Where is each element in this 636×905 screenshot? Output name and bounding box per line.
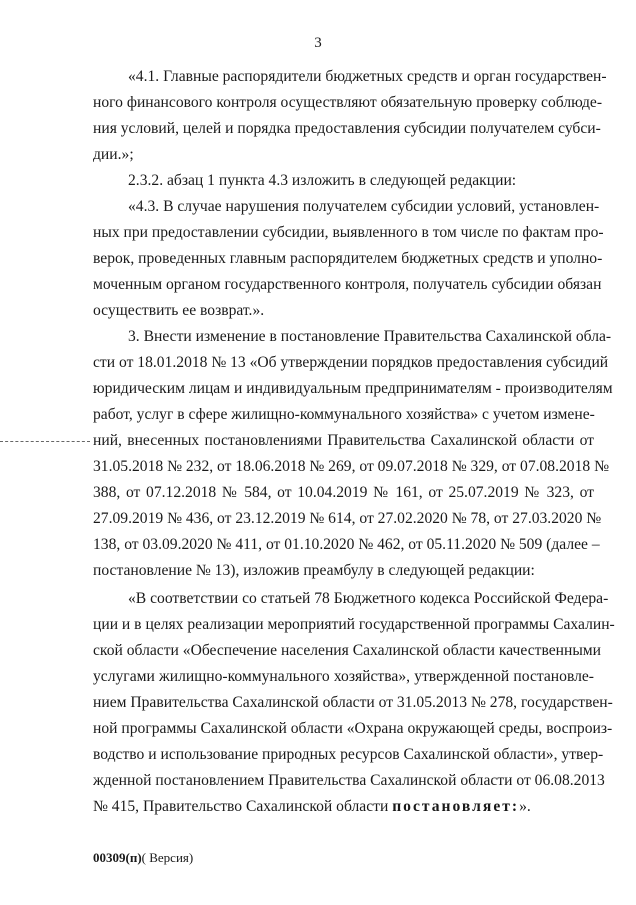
text-line: «4.1. Главные распорядители бюджетных средств и орган государствен- xyxy=(128,68,607,85)
document-footer xyxy=(93,850,193,866)
text-line: верок, проведенных главным распорядителем бюджетных средств и уполно- xyxy=(93,250,603,267)
text-line: ской области «Обеспечение населения Сахалинской области качественными xyxy=(93,642,602,659)
text-line: жденной постановлением Правительства Сахалинской области от 06.08.2013 xyxy=(93,772,605,789)
page-number: 3 xyxy=(314,35,322,51)
text-line: дии.»; xyxy=(93,146,134,163)
resolution-word: постановляет: xyxy=(392,798,520,815)
text-line: 31.05.2018 № 232, от 18.06.2018 № 269, от 09.07.2018 № 329, от 07.08.2018 № xyxy=(93,458,609,475)
text-line: ции и в целях реализации мероприятий государственной программы Сахалин- xyxy=(93,616,615,633)
margin-mark xyxy=(0,441,90,442)
text-line: 388, от 07.12.2018 № 584, от 10.04.2019 № 161, от 25.07.2019 № 323, от xyxy=(93,484,594,501)
text-line: юридическим лицам и индивидуальным предпринимателям - производителям xyxy=(93,380,613,397)
text-line: «4.3. В случае нарушения получателем субсидии условий, установлен- xyxy=(128,198,600,215)
text-line: ных при предоставлении субсидии, выявленного в том числе по фактам про- xyxy=(93,224,604,241)
text-line: водство и использование природных ресурсов Сахалинской области», утвер- xyxy=(93,746,604,763)
text-line: работ, услуг в сфере жилищно-коммунального хозяйства» с учетом измене- xyxy=(93,406,595,423)
text-line: моченным органом государственного контроля, получатель субсидии обязан xyxy=(93,276,602,293)
text-line: ний, внесенных постановлениями Правительства Сахалинской области от xyxy=(93,432,594,449)
text-line xyxy=(93,797,594,817)
text-line: 3. Внести изменение в постановление Правительства Сахалинской обла- xyxy=(128,328,612,345)
text-line: 2.3.2. абзац 1 пункта 4.3 изложить в следующей редакции: xyxy=(128,172,517,189)
text-line: 138, от 03.09.2020 № 411, от 01.10.2020 № 462, от 05.11.2020 № 509 (далее – xyxy=(93,536,600,553)
text-line: ной программы Сахалинской области «Охрана окружающей среды, воспроиз- xyxy=(93,720,613,737)
text-line: «В соответствии со статьей 78 Бюджетного кодекса Российской Федера- xyxy=(128,590,609,607)
text-span: № 415, Правительство Сахалинской области xyxy=(93,798,393,815)
text-line: постановление № 13), изложив преамбулу в следующей редакции: xyxy=(93,562,535,579)
text-line: нием Правительства Сахалинской области от 31.05.2013 № 278, государствен- xyxy=(93,694,613,711)
text-line: ного финансового контроля осуществляют обязательную проверку соблюде- xyxy=(93,94,603,111)
document-version: ( Версия) xyxy=(141,850,194,865)
document-code: 00309(п) xyxy=(93,850,142,865)
text-line: осуществить ее возврат.». xyxy=(93,302,265,319)
text-line: услугами жилищно-коммунального хозяйства», утвержденной постановле- xyxy=(93,668,594,685)
text-line: ния условий, целей и порядка предоставления субсидии получателем субси- xyxy=(93,120,601,137)
text-span: ». xyxy=(519,798,531,815)
text-line: 27.09.2019 № 436, от 23.12.2019 № 614, от 27.02.2020 № 78, от 27.03.2020 № xyxy=(93,510,602,527)
text-line: сти от 18.01.2018 № 13 «Об утверждении порядков предоставления субсидий xyxy=(93,354,609,371)
